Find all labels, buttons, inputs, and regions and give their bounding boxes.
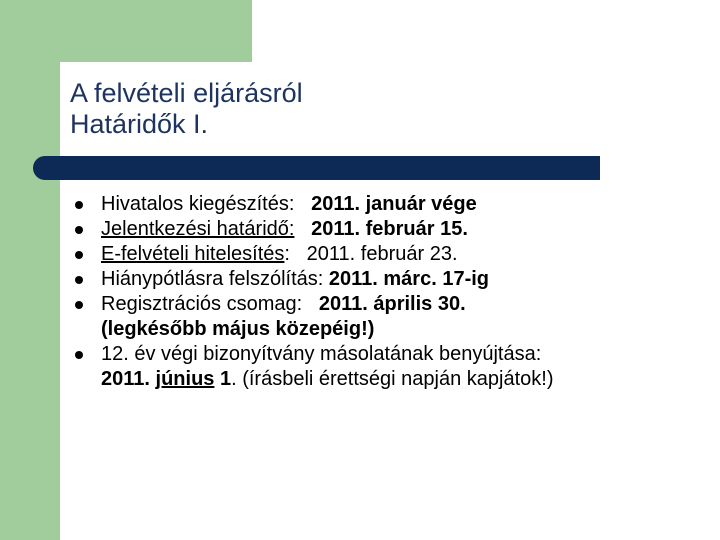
deadline-list [75, 192, 715, 392]
bullet-dot-icon [75, 276, 83, 284]
item-link[interactable]: E-felvételi hitelesítés [101, 243, 285, 265]
list-item [75, 242, 715, 267]
item-label: Regisztrációs csomag: [101, 293, 303, 315]
item-date: 2011. február 15. [311, 218, 468, 240]
slide-title [70, 78, 303, 140]
item-label: Hivatalos kiegészítés: [101, 193, 295, 215]
green-top-block [60, 0, 252, 62]
bullet-dot-icon [75, 301, 83, 309]
list-item [75, 217, 715, 242]
item-note: (legkésőbb május közepéig!) [101, 318, 375, 340]
item-date: 2011. márc. 17-ig [328, 268, 489, 290]
title-divider-bar [33, 156, 600, 180]
item-date: 2011. április 30. [318, 293, 466, 315]
item-date: 2011. február 23. [306, 243, 458, 265]
list-item [75, 342, 715, 392]
list-item [75, 267, 715, 292]
item-date-month: június [155, 368, 215, 390]
list-item [75, 292, 715, 342]
item-link[interactable]: Jelentkezési határidő: [101, 218, 295, 240]
item-date-year: 2011. [101, 368, 156, 390]
item-date: 2011. január vége [311, 193, 477, 215]
bullet-dot-icon [75, 351, 83, 359]
green-side-bar [0, 0, 60, 540]
item-label: Hiánypótlásra felszólítás: [101, 268, 324, 290]
bullet-dot-icon [75, 251, 83, 259]
item-note: . (írásbeli érettségi napján kapjátok!) [231, 368, 554, 390]
list-item [75, 192, 715, 217]
title-line-2: Határidők I. [70, 109, 209, 139]
bullet-dot-icon [75, 226, 83, 234]
bullet-dot-icon [75, 201, 83, 209]
item-separator: : [284, 243, 290, 265]
item-label: 12. év végi bizonyítvány másolatának benyújtása: [101, 343, 542, 365]
title-line-1: A felvételi eljárásról [70, 78, 303, 108]
item-date-day: 1 [214, 368, 232, 390]
